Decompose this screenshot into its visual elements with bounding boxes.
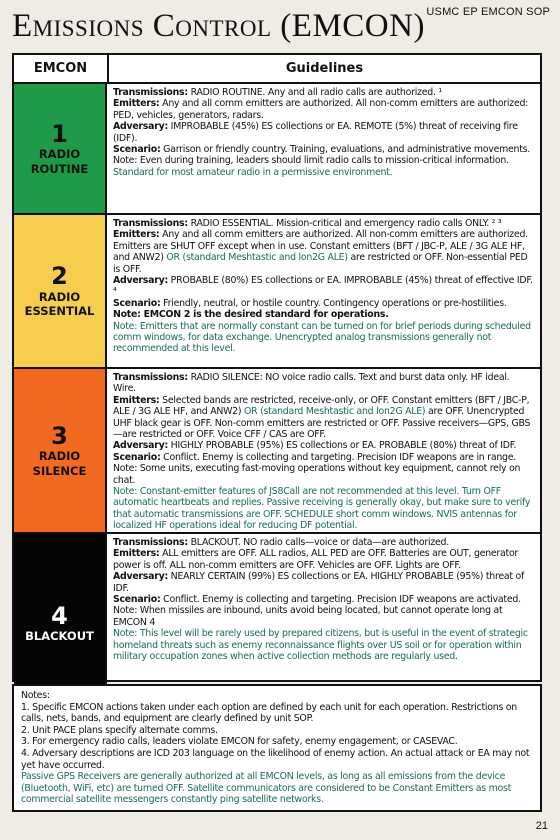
emcon-level-label: RADIO SILENCE xyxy=(32,449,87,478)
guideline-line xyxy=(113,628,534,662)
guideline-key: Adversary: xyxy=(113,121,168,133)
guideline-line xyxy=(113,275,534,298)
guideline-text: Standard for most amateur radio in a permissive environment. xyxy=(113,166,393,178)
guidelines-cell xyxy=(107,84,540,213)
emcon-level-cell xyxy=(14,215,107,367)
guideline-text: RADIO ESSENTIAL. Mission-critical and emergency radio calls ONLY. ² ³ xyxy=(187,218,502,229)
guideline-line xyxy=(113,440,534,451)
guideline-green-text: OR (standard Meshtastic and lon2G ALE) xyxy=(166,252,348,264)
guideline-key: Adversary: xyxy=(113,275,168,287)
guideline-line xyxy=(113,98,534,121)
guideline-key: Scenario: xyxy=(113,594,161,606)
guideline-text: Any and all comm emitters are authorized. All non-comm emitters are authorized. Emitters are SHUT OFF except when in use. Constant emitters (BFT / JBC-P, ALE / 3G ALE HF, and ANW2) xyxy=(113,229,528,264)
guideline-green-text: OR (standard Meshtastic and lon2G ALE) xyxy=(244,406,426,418)
emcon-level-cell xyxy=(14,84,107,213)
guideline-text: BLACKOUT. NO radio calls—voice or data—are authorized. xyxy=(187,537,449,548)
guideline-text: are OFF. Unencrypted UHF black gear is OFF. Non-comm emitters are restricted or OFF. Passive receivers—GPS, GBS—are restricted or OFF. Voice CFF / CAS are OFF. xyxy=(113,406,531,441)
guideline-key: Transmissions: xyxy=(113,537,188,548)
notes-list xyxy=(21,702,533,772)
guideline-line xyxy=(113,155,534,166)
guideline-text: Any and all comm emitters are authorized. All non-comm emitters are authorized: PED, vehicles, generators, radars. xyxy=(113,98,529,121)
guideline-text: HIGHLY PROBABLE (95%) ES collections or EA. PROBABLE (80%) threat of IDF. xyxy=(167,440,517,452)
guideline-line xyxy=(113,571,534,594)
guideline-line xyxy=(113,218,534,229)
guideline-text: Note: When missiles are inbound, units avoid being located, but cannot operate long at EMCON 4 xyxy=(113,605,503,628)
note-item: 2. Unit PACE plans specify alternate comms. xyxy=(21,724,218,736)
emcon-table xyxy=(12,53,542,682)
guideline-text: RADIO SILENCE: NO voice radio calls. Text and burst data only. HF ideal. Wire. xyxy=(113,372,510,395)
guideline-key: Emitters: xyxy=(113,548,160,560)
guideline-line xyxy=(113,594,534,605)
emcon-level-cell xyxy=(14,369,107,532)
note-item: 1. Specific EMCON actions taken under each option are defined by each unit for each operation. Restrictions on calls, nets, bands, and equipment are clearly defined by unit SOP. xyxy=(21,701,517,725)
guideline-key: Emitters: xyxy=(113,98,160,110)
guideline-line xyxy=(113,395,534,441)
guideline-line xyxy=(113,321,534,355)
guideline-line xyxy=(113,87,534,98)
guideline-line xyxy=(113,121,534,144)
guideline-text: ALL emitters are OFF. ALL radios, ALL PED are OFF. Batteries are OUT, generator power is off. ALL non-comm emitters are OFF. Vehicles are OFF. Lights are OFF. xyxy=(113,548,519,571)
note-item: 3. For emergency radio calls, leaders violate EMCON for safety, enemy engagement, or CASEVAC. xyxy=(21,736,458,748)
notes-heading: Notes: xyxy=(21,690,50,701)
document-tag: USMC EP EMCON SOP xyxy=(426,6,550,18)
table-header xyxy=(14,55,540,84)
guideline-text: PROBABLE (80%) ES collections or EA. IMPROBABLE (45%) threat of effective IDF. ⁴ xyxy=(113,275,533,298)
guideline-line xyxy=(113,229,534,275)
emcon-row xyxy=(14,215,540,369)
guideline-key: Transmissions: xyxy=(113,218,188,229)
guideline-line xyxy=(113,548,534,571)
guideline-line xyxy=(113,452,534,463)
guideline-line xyxy=(113,537,534,548)
guideline-text: Garrison or friendly country. Training, evaluations, and administrative movements. xyxy=(160,144,530,156)
guideline-text: Note: Some units, executing fast-moving operations without key equipment, cannot rely on chat. xyxy=(113,463,521,486)
emcon-level-number: 3 xyxy=(51,421,68,450)
guideline-text: Note: This level will be rarely used by prepared citizens, but is useful in the event of strategic homeland threats such as enemy reconnaissance flights over US soil or for operation within military occupation zones when active collection methods are regularly used. xyxy=(113,628,528,663)
page-number: 21 xyxy=(535,820,548,832)
guideline-text: Note: Even during training, leaders should limit radio calls to mission-critical information. xyxy=(113,155,509,167)
guideline-text: RADIO ROUTINE. Any and all radio calls are authorized. ¹ xyxy=(187,87,442,98)
note-item: 4. Adversary descriptions are ICD 203 language on the likelihood of enemy action. An actual attack or EA may not yet have occurred. xyxy=(21,747,530,771)
guideline-key: Transmissions: xyxy=(113,87,188,98)
guideline-key: Adversary: xyxy=(113,440,168,452)
guideline-key: Scenario: xyxy=(113,297,161,309)
emcon-row xyxy=(14,84,540,215)
guideline-line xyxy=(113,372,534,395)
page-title: Emissions Control (EMCON) xyxy=(12,8,425,44)
notes-box xyxy=(12,684,542,812)
guideline-key: Adversary: xyxy=(113,571,168,583)
guideline-line xyxy=(113,298,534,309)
emcon-level-label: RADIO ROUTINE xyxy=(30,147,89,176)
table-body xyxy=(14,84,540,712)
guideline-text: Conflict. Enemy is collecting and targeting. Precision IDF weapons are activated. xyxy=(160,594,521,606)
emcon-row xyxy=(14,369,540,534)
guideline-key: Scenario: xyxy=(113,451,161,463)
guidelines-cell xyxy=(107,369,540,532)
emcon-level-number: 1 xyxy=(51,119,68,148)
guideline-text: Conflict. Enemy is collecting and targeting. Precision IDF weapons are in range. xyxy=(160,451,516,463)
guidelines-cell xyxy=(107,215,540,367)
emcon-level-number: 4 xyxy=(51,601,68,630)
guideline-key: Note: EMCON 2 is the desired standard for operations. xyxy=(113,309,389,321)
guideline-key: Emitters: xyxy=(113,394,160,406)
guideline-text: IMPROBABLE (45%) ES collections or EA. REMOTE (5%) threat of receiving fire (IDF). xyxy=(113,121,518,144)
guideline-text: are restricted or OFF. Non-essential PED is OFF. xyxy=(113,252,528,275)
guideline-line xyxy=(113,486,534,532)
guideline-line xyxy=(113,463,534,486)
guideline-text: NEARLY CERTAIN (99%) ES collections or EA. HIGHLY PROBABLE (95%) threat of IDF. xyxy=(113,571,525,594)
notes-green-text: Passive GPS Receivers are generally authorized at all EMCON levels, as long as all emissions from the device (Bluetooth, WiFi, etc) are turned OFF. Satellite communicators are considered to be Constant Emitters as most commercial satellite messengers constantly ping satellite networks. xyxy=(21,771,512,806)
guideline-line xyxy=(113,167,534,178)
guideline-key: Transmissions: xyxy=(113,372,188,383)
emcon-level-label: BLACKOUT xyxy=(25,629,94,643)
guideline-key: Scenario: xyxy=(113,144,161,156)
emcon-level-number: 2 xyxy=(51,262,68,291)
emcon-level-label: RADIO ESSENTIAL xyxy=(24,289,95,319)
guideline-text: Note: Constant-emitter features of JS8Call are not recommended at this level. Turn OFF automatic heartbeats and replies. Passive receiving is generally okay, but make sure to verify that automatic transmissions are OFF. SCHEDULE short comm windows. NVIS antennas for localized HF operations ideal for reducing DF potential. xyxy=(113,486,531,532)
guideline-line xyxy=(113,309,534,320)
guideline-text: Note: Emitters that are normally constant can be turned on for brief periods during scheduled comm windows, for data exchange. Unencrypted analog transmissions generally not recommended at this level. xyxy=(113,320,531,355)
guideline-line xyxy=(113,605,534,628)
guideline-key: Emitters: xyxy=(113,229,160,241)
guideline-text: Selected bands are restricted, receive-only, or OFF. Constant emitters (BFT / JBC-P, ALE / 3G ALE HF, and ANW2) xyxy=(113,394,530,418)
column-header-emcon: EMCON xyxy=(14,55,109,82)
guideline-line xyxy=(113,144,534,155)
guideline-text: Friendly, neutral, or hostile country. Contingency operations or pre-hostilities. xyxy=(160,297,507,309)
column-header-guidelines: Guidelines xyxy=(285,61,364,76)
